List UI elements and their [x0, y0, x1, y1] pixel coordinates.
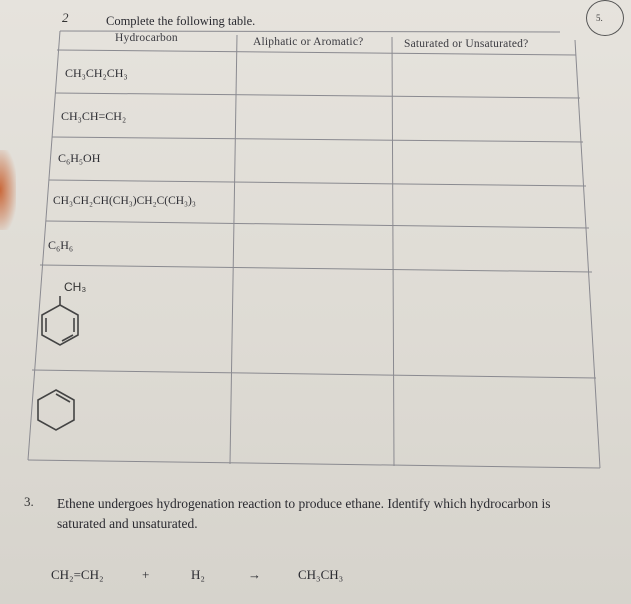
instruction-text: Complete the following table. [106, 14, 256, 28]
col-header-hydrocarbon: Hydrocarbon [115, 32, 178, 44]
toluene-methyl-label: CH₃ [64, 280, 87, 294]
plus-sign: + [142, 567, 150, 582]
reaction-arrow: → [248, 567, 261, 582]
cyclohexene-structure [38, 390, 74, 430]
reactant-hydrogen: H₂ [191, 567, 205, 582]
row-branched-alkane: CH₃CH₂CH(CH₃)CH₂C(CH₃)₃ [53, 195, 196, 207]
row-propane: CH₃CH₂CH₃ [65, 66, 128, 80]
col-header-saturation: Saturated or Unsaturated? [404, 38, 529, 50]
product-ethane: CH₃CH₃ [298, 567, 344, 582]
item-number: 2 [62, 10, 69, 25]
question-number-6: 3. [24, 494, 34, 509]
toluene-structure [42, 296, 78, 345]
row-phenol: C₆H₅OH [58, 151, 101, 165]
reactant-ethene: CH₂=CH₂ [51, 567, 104, 582]
col-header-aliphatic: Aliphatic or Aromatic? [253, 36, 364, 48]
question-number: 5. [596, 13, 603, 23]
row-benzene: C₆H₆ [48, 238, 74, 252]
row-propene: CH₃CH=CH₂ [61, 109, 127, 123]
question-text: Ethene undergoes hydrogenation reaction to produce ethane. Identify which hydrocarbon is saturated and unsaturated. [57, 496, 551, 531]
